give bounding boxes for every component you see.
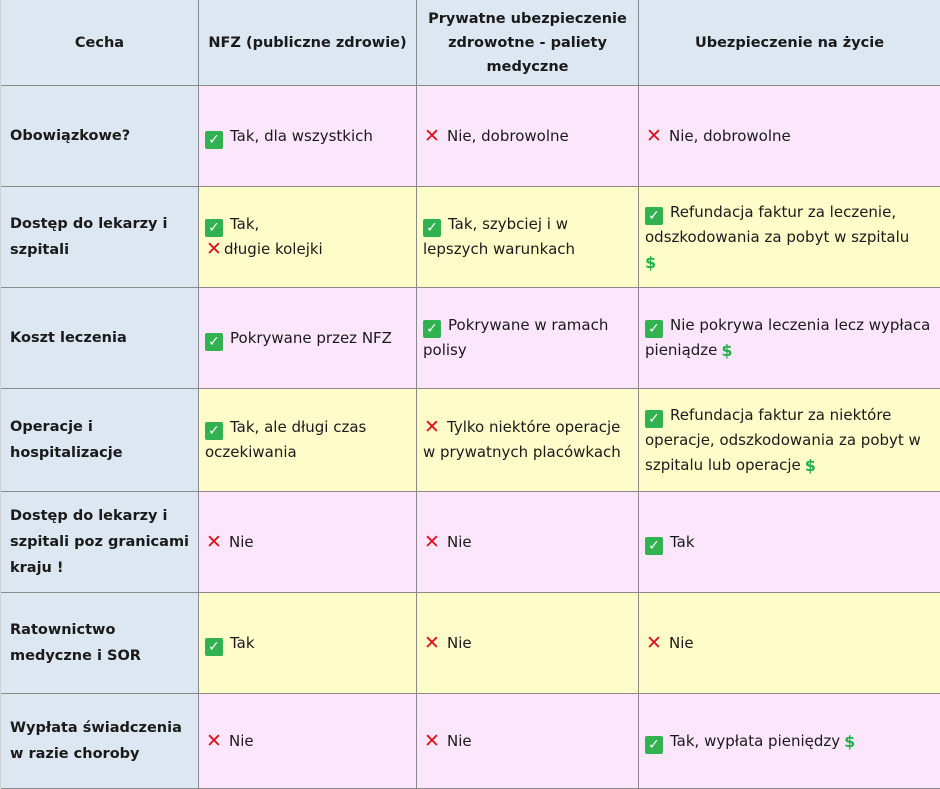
feature-label: Operacje i hospitalizacje: [10, 419, 123, 461]
cross-icon: ✕: [646, 124, 662, 147]
check-icon: ✓: [205, 333, 223, 351]
cell-text: Pokrywane w ramach polisy: [423, 316, 609, 359]
row-feature-emergency: [1, 593, 199, 694]
cell-text: Nie, dobrowolne: [447, 126, 569, 145]
header-feature-label: Cecha: [74, 34, 125, 51]
table-cell: [639, 187, 940, 288]
check-icon: ✓: [645, 320, 663, 338]
check-icon: ✓: [645, 410, 663, 428]
cell-text: Tak: [670, 532, 695, 551]
row-feature-mandatory: [1, 86, 199, 187]
table-cell: [639, 492, 940, 593]
table-cell: [199, 492, 417, 593]
table-cell: [417, 187, 639, 288]
cell-text: Nie: [447, 532, 472, 551]
dollar-icon: $: [804, 455, 816, 475]
header-nfz: [199, 0, 417, 86]
cell-text: Refundacja faktur za leczenie, odszkodowania za pobyt w szpitalu: [645, 202, 910, 246]
table-cell: [639, 389, 940, 492]
cell-text: Nie: [447, 731, 472, 750]
check-icon: ✓: [205, 422, 223, 440]
cell-text: Tak, dla wszystkich: [230, 126, 373, 145]
table-cell: [199, 694, 417, 789]
dollar-icon: $: [721, 341, 733, 360]
table-cell: [639, 288, 940, 389]
check-icon: ✓: [205, 219, 223, 237]
dollar-icon: $: [844, 731, 856, 751]
table-cell: [199, 288, 417, 389]
header-life-label: Ubezpieczenie na życie: [694, 34, 885, 51]
row-feature-cost: [1, 288, 199, 389]
cell-text: Tak: [230, 633, 255, 652]
cell-text: Tak, szybciej i w lepszych warunkach: [423, 215, 576, 258]
cell-text: Tylko niektóre operacje w prywatnych placówkach: [423, 418, 621, 461]
header-private-label: Prywatne ubezpieczenie zdrowotne - paliety medyczne: [428, 10, 627, 75]
cell-text: Nie: [229, 731, 254, 750]
cross-icon: ✕: [646, 631, 662, 654]
cell-text: Tak, ale długi czas oczekiwania: [205, 418, 367, 461]
feature-label: Wypłata świadczenia w razie choroby: [10, 720, 182, 762]
table-cell: [417, 86, 639, 187]
table-cell: [199, 187, 417, 288]
cell-text: Nie, dobrowolne: [669, 126, 791, 145]
table-cell: [417, 694, 639, 789]
header-nfz-label: NFZ (publiczne zdrowie): [208, 34, 407, 51]
cross-icon: ✕: [206, 530, 222, 553]
cell-text: Nie pokrywa leczenia lecz wypłaca pieniądze: [645, 316, 931, 359]
table-cell: [417, 389, 639, 492]
table-cell: [199, 593, 417, 694]
cross-icon: ✕: [424, 530, 440, 553]
cell-text: Tak, wypłata pieniędzy: [670, 731, 841, 750]
row-feature-access: [1, 187, 199, 288]
dollar-icon: $: [645, 252, 657, 272]
check-icon: ✓: [645, 736, 663, 754]
table-cell: [199, 389, 417, 492]
cross-icon: ✕: [206, 729, 222, 752]
header-life: [639, 0, 940, 86]
table-cell: [417, 593, 639, 694]
row-feature-illness-payout: [1, 694, 199, 789]
cell-text: Pokrywane przez NFZ: [230, 328, 392, 347]
table-cell: [417, 288, 639, 389]
header-private: [417, 0, 639, 86]
check-icon: ✓: [205, 131, 223, 149]
check-icon: ✓: [423, 320, 441, 338]
check-icon: ✓: [645, 207, 663, 225]
table-cell: [639, 86, 940, 187]
row-feature-operations: [1, 389, 199, 492]
cell-text: Nie: [229, 532, 254, 551]
header-feature: [1, 0, 199, 86]
cell-text: Nie: [669, 633, 694, 652]
check-icon: ✓: [205, 638, 223, 656]
cross-icon: ✕: [206, 238, 222, 260]
check-icon: ✓: [423, 219, 441, 237]
cell-text: Tak,: [230, 215, 260, 233]
table-cell: [199, 86, 417, 187]
cross-icon: ✕: [424, 729, 440, 752]
cross-icon: ✕: [424, 631, 440, 654]
feature-label: Dostęp do lekarzy i szpitali poz granicami kraju !: [10, 508, 190, 576]
cross-icon: ✕: [424, 124, 440, 147]
check-icon: ✓: [645, 537, 663, 555]
feature-label: Ratownictwo medyczne i SOR: [10, 622, 141, 664]
feature-label: Obowiązkowe?: [10, 128, 131, 144]
table-cell: [639, 593, 940, 694]
table-cell: [417, 492, 639, 593]
cell-text: Refundacja faktur za niektóre operacje, odszkodowania za pobyt w szpitalu lub operacje: [645, 405, 921, 474]
feature-label: Dostęp do lekarzy i szpitali: [10, 216, 168, 258]
cell-text: Nie: [447, 633, 472, 652]
cell-text: długie kolejki: [224, 240, 323, 258]
cross-icon: ✕: [424, 416, 440, 438]
feature-label: Koszt leczenia: [10, 330, 127, 346]
row-feature-abroad: [1, 492, 199, 593]
table-cell: [639, 694, 940, 789]
